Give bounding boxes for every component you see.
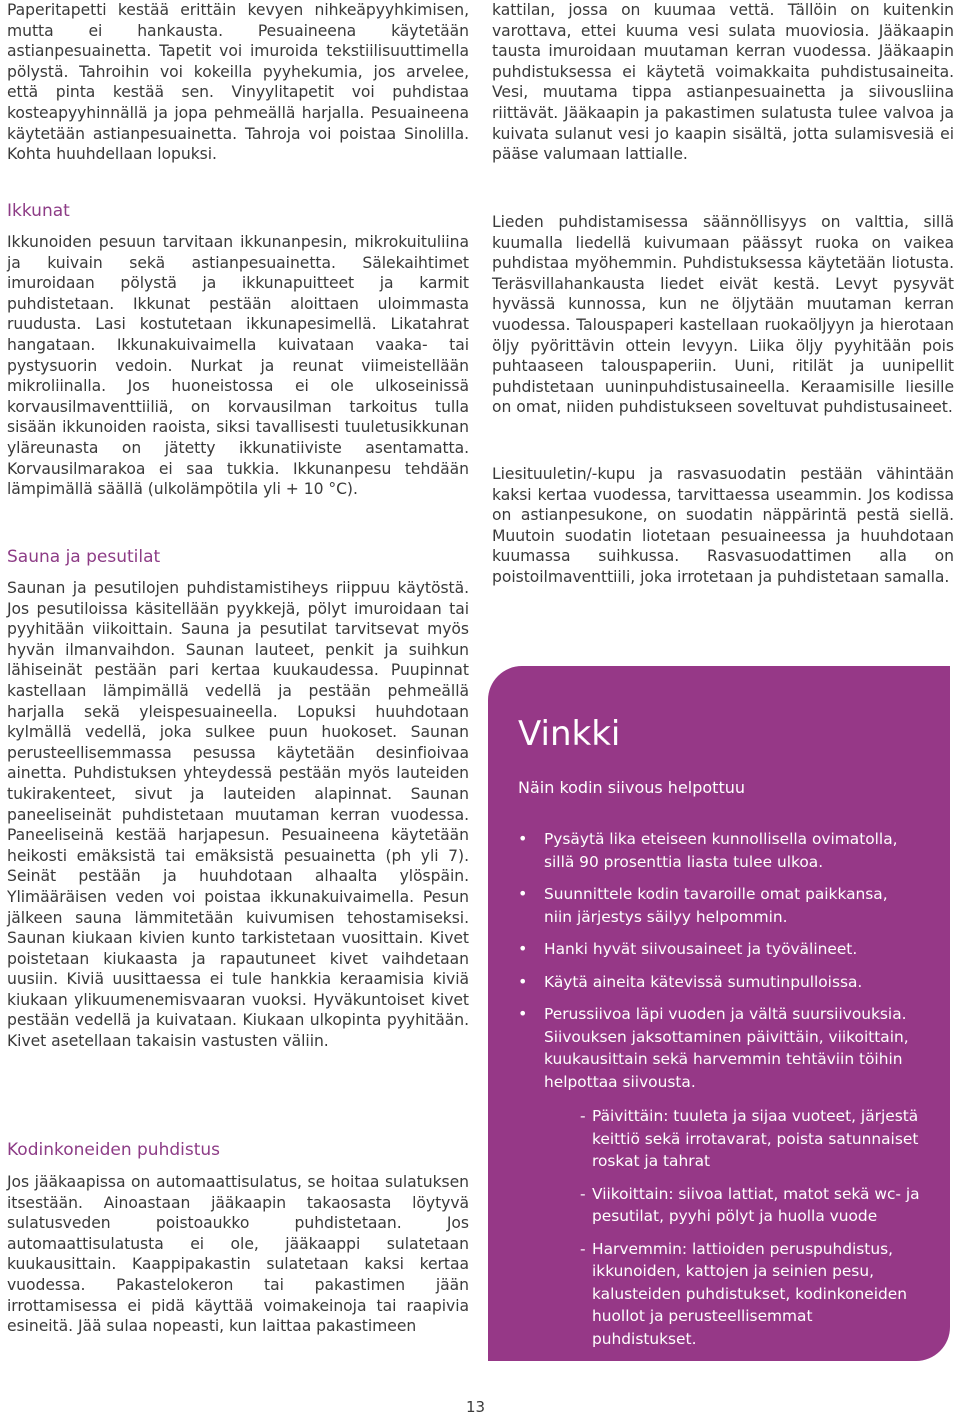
tip-sublist — [544, 1105, 920, 1350]
tip-subitem-text: Viikoittain: siivoa lattiat, matot sekä wc- ja pesutilat, pyyhi pölyt ja huolla vuode — [592, 1184, 920, 1225]
wallpaper-paragraph: Paperitapetti kestää erittäin kevyen nihkeäpyyhkimisen, mutta ei hankausta. Pesuaineena käytetään astianpesuainetta. Tapetit voi imuroida tekstiilisuuttimella pölystä. Tahroihin voi kokeilla pyyhekumia, jos arvelee, että pinta kestää sen. Vinyylitapetit voi puhdistaa kosteapyyhinnällä ja jopa pehmeällä harjalla. Pesuaineena käytetään astianpesuainetta. Tahroja voi poistaa Sinolilla. Kohta huuhdellaan lopuksi. — [7, 1, 469, 164]
tip-item: • Suunnittele kodin tavaroille omat paikkansa, niin järjestys säilyy helpommin. — [518, 883, 920, 928]
tip-subitem-text: Harvemmin: lattioiden peruspuhdistus, ikkunoiden, kattojen ja seinien pesu, kalusteiden puhdistukset, kodinkoneiden huollot ja perusteellisemmat puhdistukset. — [592, 1239, 907, 1348]
tip-item — [518, 1003, 920, 1350]
stove-paragraph: Lieden puhdistamisessa säännöllisyys on valttia, sillä kuumalla liedellä kuivumaan päässyt ruoka on vaikea puhdistaa myöhemmin. Puhdistuksessa käytetään liotusta. Teräsvillahankausta liedet eivät kestä. Levyt pysyvät hyvässä kunnossa, kun ne öljytään muutaman kerran vuodessa. Talouspaperi kastellaan ruokaöljyyn ja hierotaan öljy pyörittävin ottein levyyn. Liika öljy pyyhitään pois puhtaaseen talouspaperiin. Uuni, ritilät ja uunipellit puhdistetaan uuninpuhdistusaineella. Keraamisille liesille on omat, niiden puhdistukseen soveltuvat puhdistusaineet. — [492, 213, 954, 417]
dash-mark: - — [580, 1239, 586, 1258]
tip-item: • Hanki hyvät siivousaineet ja työvälineet. — [518, 938, 920, 961]
appliances-paragraph: Jos jääkaapissa on automaattisulatus, se hoitaa sulatuksen itsestään. Ainoastaan jääkaapin takaosasta löytyvä sulatusveden poistoaukko puhdistetaan. Jos automaattisulatusta ei ole, jääkaappi sulatetaan kuukausittain. Kaappipakastin sulatetaan kaksi kertaa vuodessa. Pakastelokeron tai pakastimen jään irrottamisessa ei pidä käyttää voimakeinoja tai raapivia esineitä. Jää sulaa nopeasti, kun laittaa pakastimeen — [7, 1173, 469, 1336]
tip-list — [518, 828, 920, 1350]
windows-heading: Ikkunat — [7, 201, 70, 221]
tip-box — [488, 666, 950, 1361]
page-number: 13 — [466, 1398, 486, 1416]
appliances-heading: Kodinkoneiden puhdistus — [7, 1140, 221, 1160]
tip-item-text: Perussiivoa läpi vuoden ja vältä suursiivouksia. Siivouksen jaksottaminen päivittäin, viikoittain, kuukausittain sekä harvemmin tehtäviin töihin helpottaa siivousta. — [544, 1005, 909, 1091]
tip-item: • Käytä aineita kätevissä sumutinpulloissa. — [518, 971, 920, 994]
fridge-paragraph: kattilan, jossa on kuumaa vettä. Tällöin on kuitenkin varottava, ettei kuuma vesi sulata muoviosia. Jääkaapin tausta imuroidaan muutaman kerran vuodessa. Jääkaapin puhdistuksessa ei käytetä voimakkaita puhdistusaineita. Vesi, muutama tippa astianpesuainetta ja siivousliina riittävät. Jääkaapin ja pakastimen sulatusta tulee valvoa ja kuivata sulanut vesi jo kaapin sisältä, jotta sulamisvesiä ei pääse valumaan lattialle. — [492, 1, 954, 164]
tip-subitem — [544, 1183, 920, 1228]
tip-subtitle: Näin kodin siivous helpottuu — [518, 778, 746, 797]
windows-paragraph: Ikkunoiden pesuun tarvitaan ikkunanpesin, mikrokuituliina ja kuivain sekä astianpesuainetta. Sälekaihtimet imuroidaan pölystä ja ikkunapuitteet ja karmit puhdistetaan. Ikkunat pestään aloittaen uloimmasta ruudusta. Lasi kostutetaan ikkunapesimellä. Likatahrat hangataan. Ikkunakuivaimella kuivataan vaaka- tai pystysuorin vedoin. Nurkat ja reunat viimeistellään mikroliinalla. Jos huoneistossa ei ole ulkoseinissä korvausilmaventtiiliä, on korvausilman tarkoitus tulla sisään ikkunoiden raoista, siksi tavallisesti tuuletusikkunan yläreunasta on jätetty ikkunatiiviste asentamatta. Korvausilmarakoa ei saa tukkia. Ikkunanpesu tehdään lämpimällä säällä (ulkolämpötila yli + 10 °C). — [7, 233, 469, 499]
tip-title: Vinkki — [518, 714, 621, 754]
dash-mark: - — [580, 1184, 586, 1203]
sauna-paragraph: Saunan ja pesutilojen puhdistamistiheys riippuu käytöstä. Jos pesutiloissa käsitellään pyykkejä, pölyt imuroidaan tai pyyhitään viikoittain. Sauna ja pesutilat tarvitsevat myös hyvän ilmanvaihdon. Saunan lauteet, penkit ja suihkun lähiseinät pestään pari kertaa kuukaudessa. Puupinnat kastellaan lämpimällä vedellä ja pestään pehmeällä harjalla sekä yleispesuaineella. Lopuksi huuhdotaan kylmällä vedellä, joka sulkee puun huokoset. Saunan perusteellisemmassa pesussa käytetään desinfioivaa ainetta. Puhdistuksen yhteydessä pestään myös lauteiden tukirakenteet, sivut ja lauteiden alapinnat. Saunan paneeliseinät puhdistetaan muutaman kerran vuodessa. Paneeliseinä kestää harjapesun. Pesuaineena käytetään heikosti emäksistä tai emäksistä pesuainetta (ph yli 7). Seinät pestään ja huuhdotaan alhaalta ylöspäin. Ylimääräisen veden voi poistaa ikkunakuivaimella. Pesun jälkeen sauna lämmitetään kuivumisen tehostamiseksi. Saunan kiukaan kivien kunto tarkistetaan vuosittain. Kivet poistetaan kiukaasta ja rapautuneet kivet vaihdetaan uusiin. Kiviä uusittaessa ei tule hankkia keraamisia kiviä kiukaan ylikuumenemisvaaran vuoksi. Hyväkuntoiset kivet pestään vedellä ja kuivataan. Kiukaan ulkopinta pyyhitään. Kivet asetellaan takaisin vastusten väliin. — [7, 579, 469, 1051]
tip-subitem — [544, 1238, 920, 1351]
tip-subitem — [544, 1105, 920, 1173]
tip-item: • Pysäytä lika eteiseen kunnollisella ovimatolla, sillä 90 prosenttia liasta tulee ulkoa. — [518, 828, 920, 873]
hood-paragraph: Liesituuletin/-kupu ja rasvasuodatin pestään vähintään kaksi kertaa vuodessa, tarvittaessa useammin. Jos kodissa on astianpesukone, on suodatin näppärintä pestä siellä. Muutoin suodatin liotetaan pesuaineessa ja huuhdotaan kuumassa suihkussa. Rasvasuodattimen alla on poistoilmaventtiili, joka irrotetaan ja puhdistetaan samalla. — [492, 465, 954, 586]
dash-mark: - — [580, 1107, 586, 1125]
tip-subitem-text: Päivittäin: tuuleta ja sijaa vuoteet, järjestä keittiö sekä irrotavarat, poista satunnaiset roskat ja tahrat — [592, 1107, 919, 1170]
sauna-heading: Sauna ja pesutilat — [7, 547, 161, 567]
